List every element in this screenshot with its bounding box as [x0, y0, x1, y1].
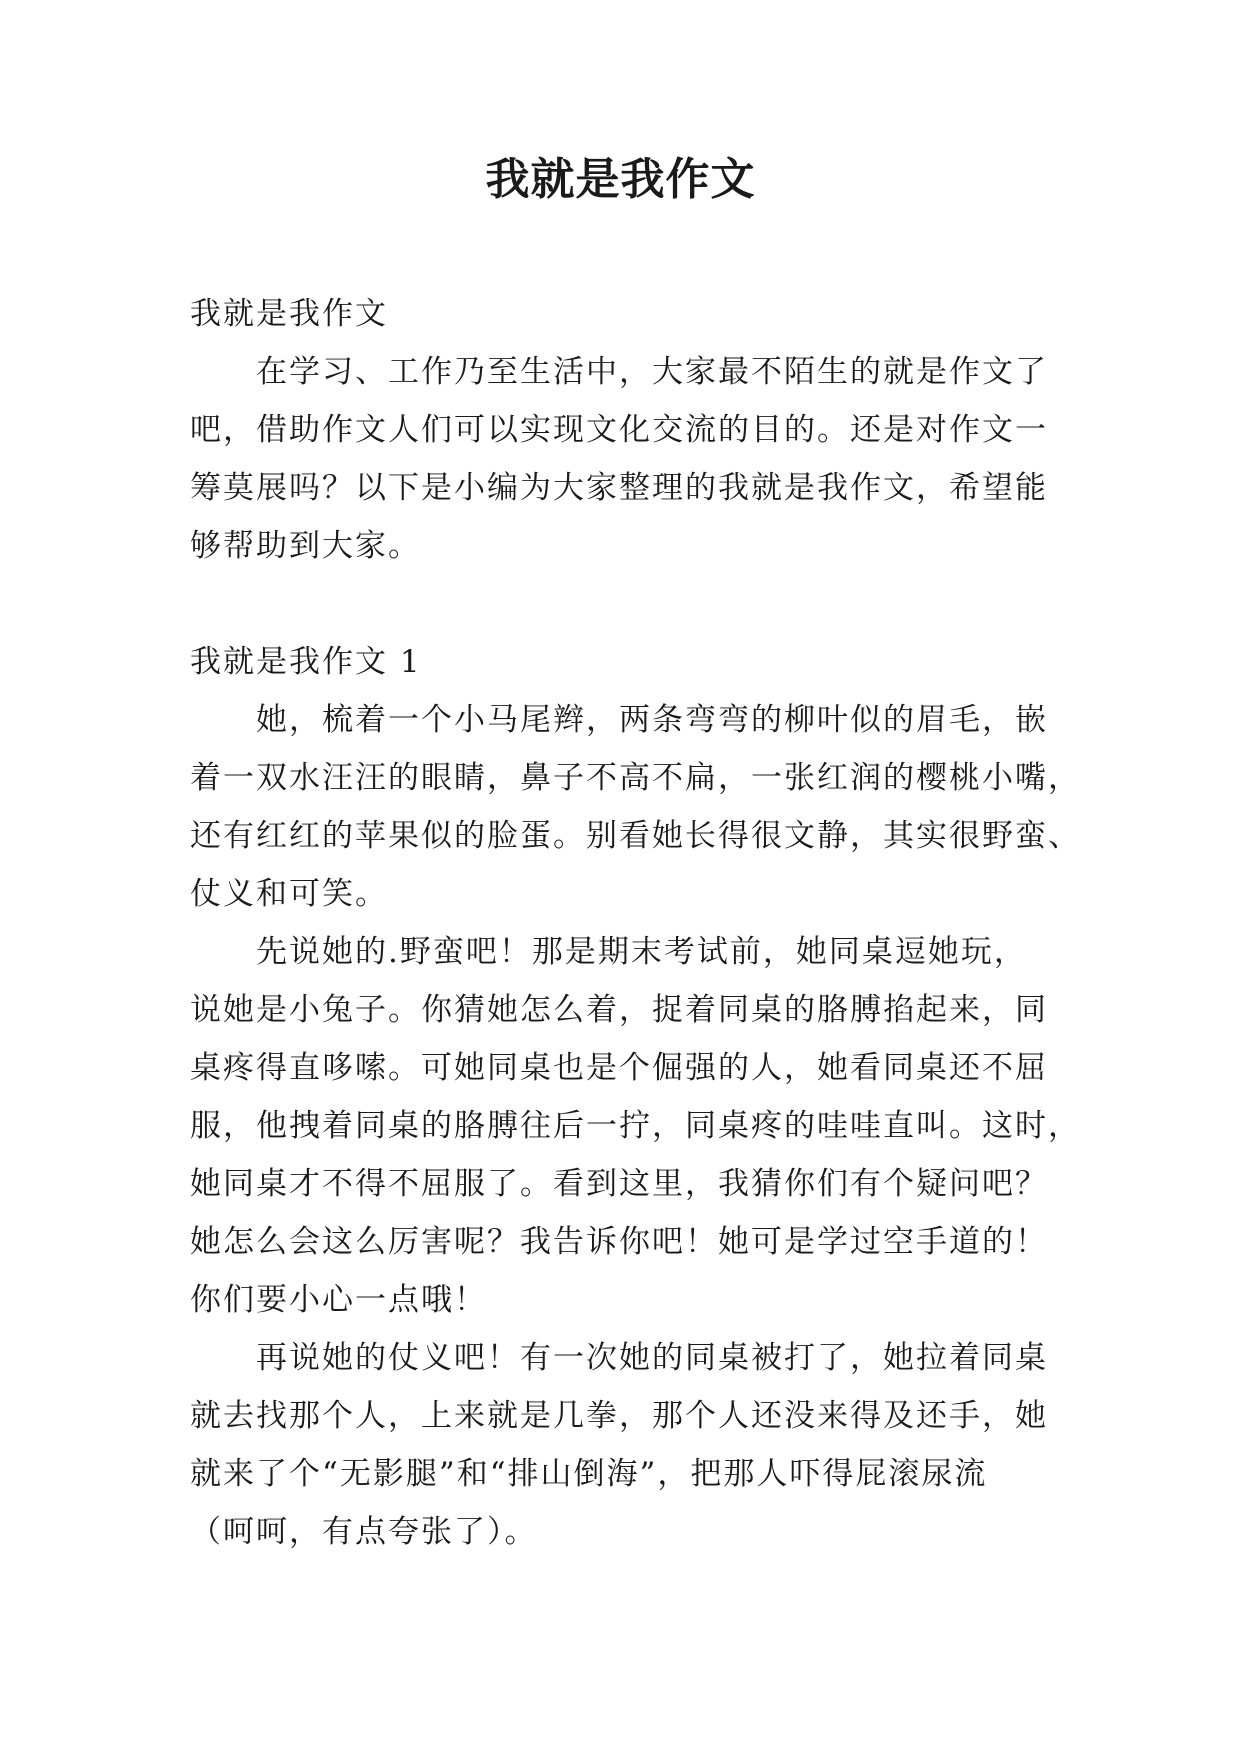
paragraph-line: 吧，借助作文人们可以实现文化交流的目的。还是对作文一 [190, 412, 1048, 448]
document-subtitle: 我就是我作文 [190, 296, 388, 332]
paragraph-line: 你们要小心一点哦！ [190, 1282, 487, 1318]
paragraph-line: 仗义和可笑。 [190, 876, 388, 912]
paragraph-line: 服，他拽着同桌的胳膊往后一拧，同桌疼的哇哇直叫。这时， [190, 1108, 1081, 1144]
section-heading: 我就是我作文 1 [190, 644, 422, 680]
paragraph-line: 说她是小兔子。你猜她怎么着，捉着同桌的胳膊掐起来，同 [190, 992, 1048, 1028]
paragraph-line: 还有红红的苹果似的脸蛋。别看她长得很文静，其实很野蛮、 [190, 818, 1081, 854]
paragraph-line: 够帮助到大家。 [190, 528, 421, 564]
paragraph-line: 再说她的仗义吧！有一次她的同桌被打了，她拉着同桌 [256, 1340, 1048, 1376]
document-body [190, 285, 1081, 1561]
paragraph-line: 桌疼得直哆嗦。可她同桌也是个倔强的人，她看同桌还不屈 [190, 1050, 1048, 1086]
paragraph-line: 先说她的.野蛮吧！那是期末考试前，她同桌逗她玩， [256, 934, 1027, 970]
paragraph-line: 就去找那个人，上来就是几拳，那个人还没来得及还手，她 [190, 1398, 1048, 1434]
paragraph-appearance [190, 691, 1081, 923]
paragraph-line: 着一双水汪汪的眼睛，鼻子不高不扁，一张红润的樱桃小嘴， [190, 760, 1081, 796]
document-title: 我就是我作文 [485, 154, 756, 205]
paragraph-line: 筹莫展吗？以下是小编为大家整理的我就是我作文，希望能 [190, 470, 1048, 506]
paragraph-line: 就来了个“无影腿”和“排山倒海”，把那人吓得屁滚尿流 [190, 1456, 988, 1492]
paragraph-line: （呵呵，有点夸张了）。 [190, 1514, 538, 1550]
paragraph-loyalty [190, 1329, 1050, 1561]
paragraph-line: 她，梳着一个小马尾辫，两条弯弯的柳叶似的眉毛，嵌 [256, 702, 1048, 738]
intro-paragraph [190, 343, 1050, 575]
paragraph-spacer [190, 575, 1050, 633]
paragraph-wildness [190, 923, 1081, 1329]
paragraph-line: 在学习、工作乃至生活中，大家最不陌生的就是作文了 [256, 354, 1048, 390]
paragraph-line: 她同桌才不得不屈服了。看到这里，我猜你们有个疑问吧？ [190, 1166, 1048, 1202]
paragraph-line: 她怎么会这么厉害呢？我告诉你吧！她可是学过空手道的！ [190, 1224, 1048, 1260]
